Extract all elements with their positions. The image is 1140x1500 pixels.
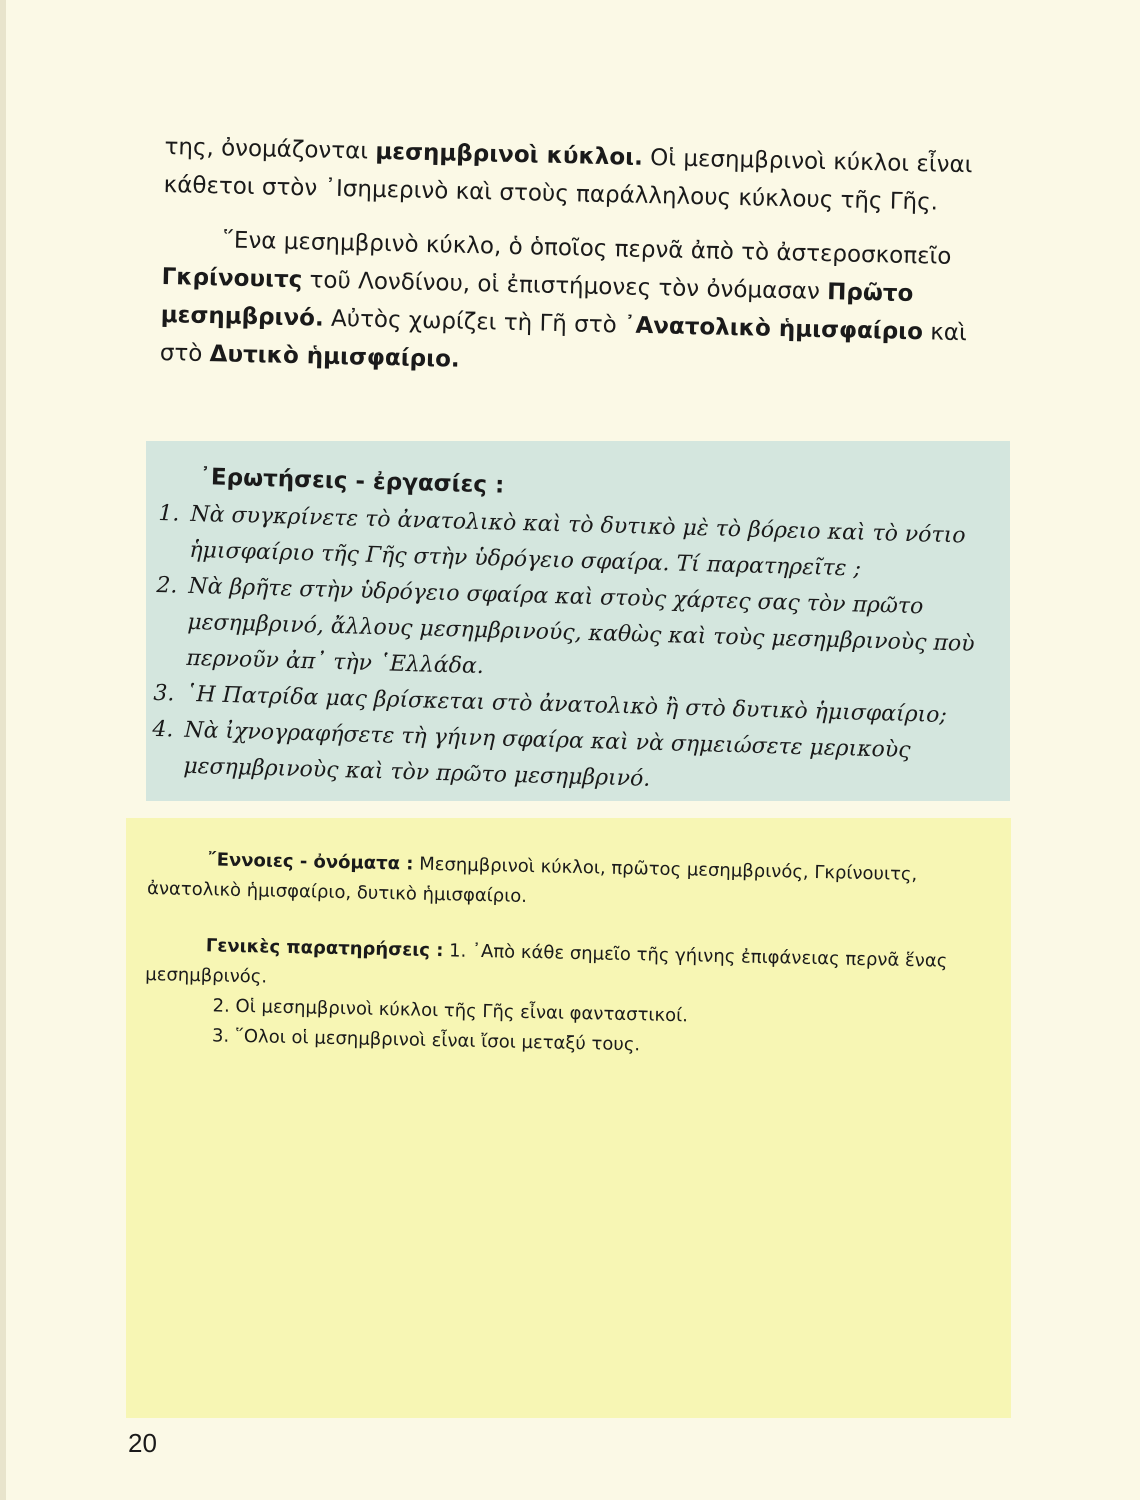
notes-section	[144, 844, 998, 1068]
text-run: τοῦ Λονδίνου, οἱ ἐπιστήμονες τὸν ὀνόμασαν	[301, 267, 828, 306]
bold-term: μεσημβρινοὶ κύκλοι.	[375, 138, 644, 171]
general-remark-item: 3. ῞Ολοι οἱ μεσημβρινοὶ εἶναι ἴσοι μεταξύ τους.	[211, 1025, 641, 1056]
paragraph-meridian-circles	[163, 128, 1015, 223]
text-run: καὶ στὸ	[159, 319, 968, 368]
question-text: ῾Η Πατρίδα μας βρίσκεται στὸ ἀνατολικὸ ἢ στὸ δυτικὸ ἡμισφαίριο;	[185, 681, 948, 729]
question-number: 1.	[158, 500, 180, 527]
text-run: Οἱ μεσημβρινοὶ κύκλοι εἶναι κάθετοι στὸν ᾿Ισημερινὸ καὶ στοὺς παράλληλους κύκλους τῆς Γῆς.	[163, 144, 973, 216]
bold-term: Πρῶτο μεσημβρινό.	[160, 279, 914, 332]
bold-term: Γκρίνουιτς	[161, 263, 303, 294]
page-number: 20	[128, 1428, 157, 1458]
questions-title: ᾿Ερωτήσεις - ἐργασίες :	[199, 464, 505, 499]
question-text: Νὰ συγκρίνετε τὸ ἀνατολικὸ καὶ τὸ δυτικὸ μὲ τὸ βόρειο καὶ τὸ νότιο ἡμισφαίριο τῆς Γῆς στὴν ὑδρόγειο σφαίρα. Τί παρατηρεῖτε ;	[189, 501, 966, 582]
question-number: 4.	[152, 716, 174, 743]
bold-term: Δυτικὸ ἡμισφαίριο.	[209, 341, 460, 373]
general-remark-item: 2. Οἱ μεσημβρινοὶ κύκλοι τῆς Γῆς εἶναι φανταστικοί.	[212, 995, 689, 1027]
general-remark-item: 1. ᾿Απὸ κάθε σημεῖο τῆς γήινης ἐπιφάνειας περνᾶ ἕνας μεσημβρινός.	[145, 940, 948, 988]
questions-section	[151, 458, 1005, 807]
text-run: της, ὀνομάζονται	[164, 133, 376, 165]
question-number: 2.	[156, 572, 178, 599]
bold-term: ᾿Ανατολικὸ ἡμισφαίριο	[623, 312, 924, 346]
page-binding-edge	[0, 0, 6, 1500]
text-run: ῞Ενα μεσημβρινὸ κύκλο, ὁ ὁποῖος περνᾶ ἀπὸ τὸ ἀστεροσκοπεῖο	[222, 227, 952, 270]
concepts-label: ῎Εννοιες - ὀνόματα :	[207, 849, 414, 875]
body-text	[159, 128, 1015, 407]
general-remarks-label: Γενικὲς παρατηρήσεις :	[205, 935, 444, 962]
question-number: 3.	[153, 680, 175, 707]
question-text: Νὰ βρῆτε στὴν ὑδρόγειο σφαίρα καὶ στοὺς χάρτες σας τὸν πρῶτο μεσημβρινό, ἄλλους μεσημβρινούς, καθὼς καὶ τοὺς μεσημβρινοὺς ποὺ περνοῦν ἀπ᾿ τὴν ῾Ελλάδα.	[186, 573, 975, 680]
paragraph-prime-meridian	[159, 220, 1012, 391]
question-text: Νὰ ἰχνογραφήσετε τὴ γήινη σφαίρα καὶ νὰ σημειώσετε μερικοὺς μεσημβρινοὺς καὶ τὸν πρῶτο μεσημβρινό.	[183, 717, 911, 792]
text-run: Αὐτὸς χωρίζει τὴ Γῆ στὸ	[323, 305, 625, 339]
concepts-text: Μεσημβρινοὶ κύκλοι, πρῶτος μεσημβρινός, Γκρίνουιτς, ἀνατολικὸ ἡμισφαίριο, δυτικὸ ἡμισφαίριο.	[146, 853, 918, 907]
